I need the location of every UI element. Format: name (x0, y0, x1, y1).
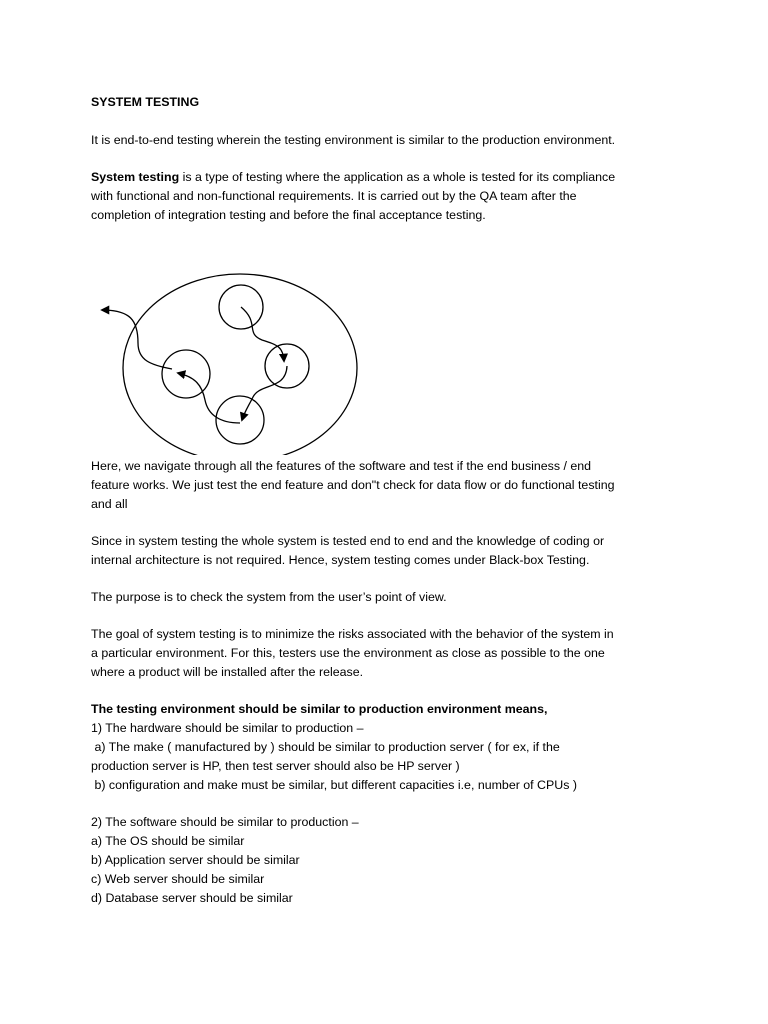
software-section (91, 813, 691, 908)
environment-heading: The testing environment should be similar to production environment means, (91, 702, 548, 716)
text-line: internal architecture is not required. Hence, system testing comes under Black-box Testing. (91, 553, 590, 567)
blackbox-paragraph (91, 532, 691, 570)
definition-text: is a type of testing where the application as a whole is tested for its compliance (179, 170, 616, 184)
list-item: production server is HP, then test server should also be HP server ) (91, 759, 460, 773)
list-item: d) Database server should be similar (91, 891, 293, 905)
definition-paragraph (91, 168, 691, 225)
system-flow-diagram (90, 265, 370, 455)
text-line: a particular environment. For this, testers use the environment as close as possible to the one (91, 646, 605, 660)
definition-line: with functional and non-functional requirements. It is carried out by the QA team after the (91, 189, 577, 203)
flow-arrow (242, 366, 287, 420)
purpose-paragraph: The purpose is to check the system from the user’s point of view. (91, 590, 447, 604)
environment-section (91, 700, 691, 795)
list-item: b) Application server should be similar (91, 853, 300, 867)
system-boundary-ellipse (123, 274, 357, 455)
flow-arrow (102, 310, 172, 369)
intro-paragraph: It is end-to-end testing wherein the testing environment is similar to the production environment. (91, 133, 616, 147)
list-item: 1) The hardware should be similar to production – (91, 721, 364, 735)
list-item: c) Web server should be similar (91, 872, 265, 886)
definition-line: completion of integration testing and before the final acceptance testing. (91, 208, 486, 222)
list-item: b) configuration and make must be similar, but different capacities i.e, number of CPUs ) (91, 778, 577, 792)
text-line: Since in system testing the whole system is tested end to end and the knowledge of coding or (91, 534, 605, 548)
definition-term: System testing (91, 170, 180, 184)
document-body (91, 93, 691, 908)
text-line: and all (91, 497, 128, 511)
text-line: The goal of system testing is to minimize the risks associated with the behavior of the system in (91, 627, 614, 641)
list-item: 2) The software should be similar to production – (91, 815, 359, 829)
navigation-paragraph (91, 457, 691, 514)
page-title: SYSTEM TESTING (91, 95, 200, 109)
text-line: where a product will be installed after the release. (91, 665, 364, 679)
goal-paragraph (91, 625, 691, 682)
list-item: a) The OS should be similar (91, 834, 245, 848)
list-item: a) The make ( manufactured by ) should be similar to production server ( for ex, if the (91, 740, 560, 754)
flow-arrow (241, 307, 284, 361)
text-line: feature works. We just test the end feature and don"t check for data flow or do functional testing (91, 478, 615, 492)
text-line: Here, we navigate through all the features of the software and test if the end business / end (91, 459, 592, 473)
